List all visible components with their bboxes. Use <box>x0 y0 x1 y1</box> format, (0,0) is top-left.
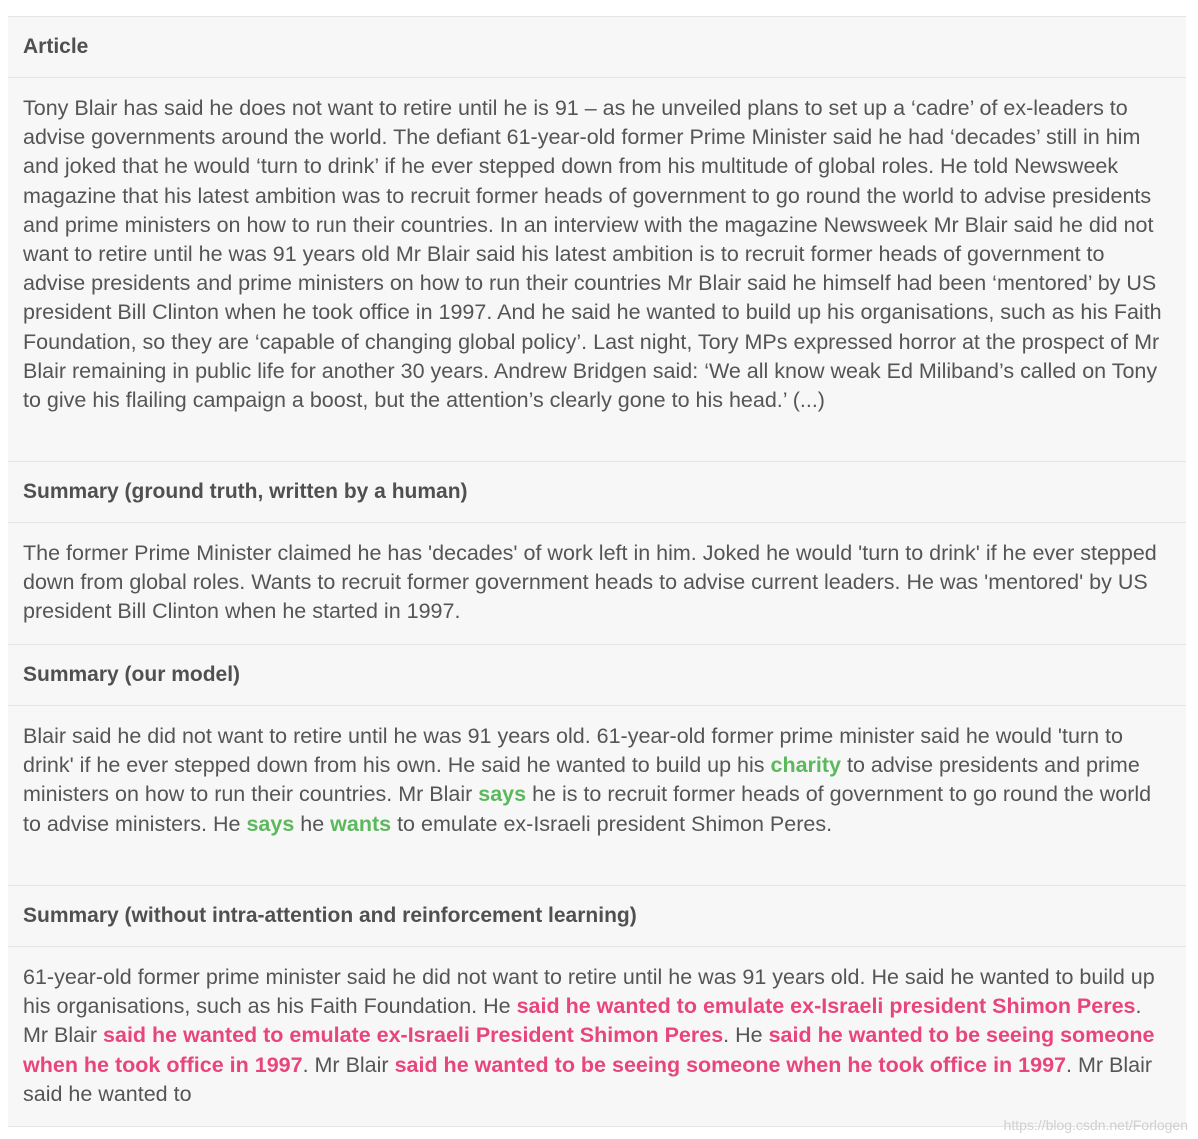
summary-text-segment: he <box>294 811 331 836</box>
summary-comparison-table <box>8 16 1186 1127</box>
summary-text-segment: Blair said he did not want to retire until he was 91 years old. 61-year-old former prime minister said he would 'turn to drink' if he ever stepped down from his own. He said he wanted to build up his <box>23 724 1123 778</box>
highlight-good-phrase: wants <box>330 811 392 836</box>
summary-text-segment: to emulate ex-Israeli president Shimon Peres. <box>391 811 833 836</box>
highlight-repeated-phrase: said he wanted to emulate ex-Israeli president Shimon Peres <box>516 994 1136 1019</box>
summary-text-segment: . Mr Blair <box>302 1052 395 1077</box>
article-text: Tony Blair has said he does not want to retire until he is 91 – as he unveiled plans to set up a ‘cadre’ of ex-leaders to advise governments around the world. The defiant 61-year-old former Prime Minister said he had ‘decades’ still in him and joked that he would ‘turn to drink’ if he ever stepped down from his multitude of global roles. He told Newsweek magazine that his latest ambition was to recruit former heads of government to go round the world to advise presidents and prime ministers on how to run their countries. In an interview with the magazine Newsweek Mr Blair said he did not want to retire until he was 91 years old Mr Blair said his latest ambition is to recruit former heads of government to advise presidents and prime ministers on how to run their countries Mr Blair said he himself had been ‘mentored’ by US president Bill Clinton when he took office in 1997. And he said he wanted to build up his organisations, such as his Faith Foundation, so they are ‘capable of changing global policy’. Last night, Tory MPs expressed horror at the prospect of Mr Blair remaining in public life for another 30 years. Andrew Bridgen said: ‘We all know weak Ed Miliband’s called on Tony to give his flailing campaign a boost, but the attention’s clearly gone to his head.’ (...) <box>8 78 1186 462</box>
highlight-good-phrase: says <box>478 782 527 807</box>
highlight-repeated-phrase: said he wanted to be seeing someone when he took office in 1997 <box>394 1052 1066 1077</box>
model-summary-heading: Summary (our model) <box>8 645 1186 706</box>
summary-text-segment: . Mr Blair said he wanted to <box>23 1052 1152 1106</box>
highlight-good-phrase: charity <box>770 753 841 778</box>
summary-text-segment: to advise presidents and prime ministers on how to run their countries. Mr Blair <box>23 753 1140 807</box>
summary-text-segment: . He <box>723 1023 769 1048</box>
baseline-summary-text <box>8 947 1186 1127</box>
human-summary-text: The former Prime Minister claimed he has 'decades' of work left in him. Joked he would 'turn to drink' if he ever stepped down from global roles. Wants to recruit former government heads to advise current leaders. He was 'mentored' by US president Bill Clinton when he started in 1997. <box>8 523 1186 645</box>
highlight-repeated-phrase: said he wanted to emulate ex-Israeli President Shimon Peres <box>103 1023 724 1048</box>
highlight-repeated-phrase: said he wanted to be seeing someone when he took office in 1997 <box>23 1023 1155 1077</box>
summary-text-segment: 61-year-old former prime minister said he did not want to retire until he was 91 years old. He said he wanted to build up his organisations, such as his Faith Foundation. He <box>23 965 1155 1019</box>
summary-text-segment: he is to recruit former heads of government to go round the world to advise ministers. He <box>23 782 1152 836</box>
human-summary-heading: Summary (ground truth, written by a human) <box>8 462 1186 523</box>
model-summary-text <box>8 706 1186 886</box>
baseline-summary-heading: Summary (without intra-attention and reinforcement learning) <box>8 886 1186 947</box>
highlight-good-phrase: says <box>246 811 295 836</box>
watermark: https://blog.csdn.net/Forlogen <box>1003 1117 1188 1133</box>
article-heading: Article <box>8 17 1186 78</box>
summary-text-segment: . Mr Blair <box>23 994 1142 1048</box>
